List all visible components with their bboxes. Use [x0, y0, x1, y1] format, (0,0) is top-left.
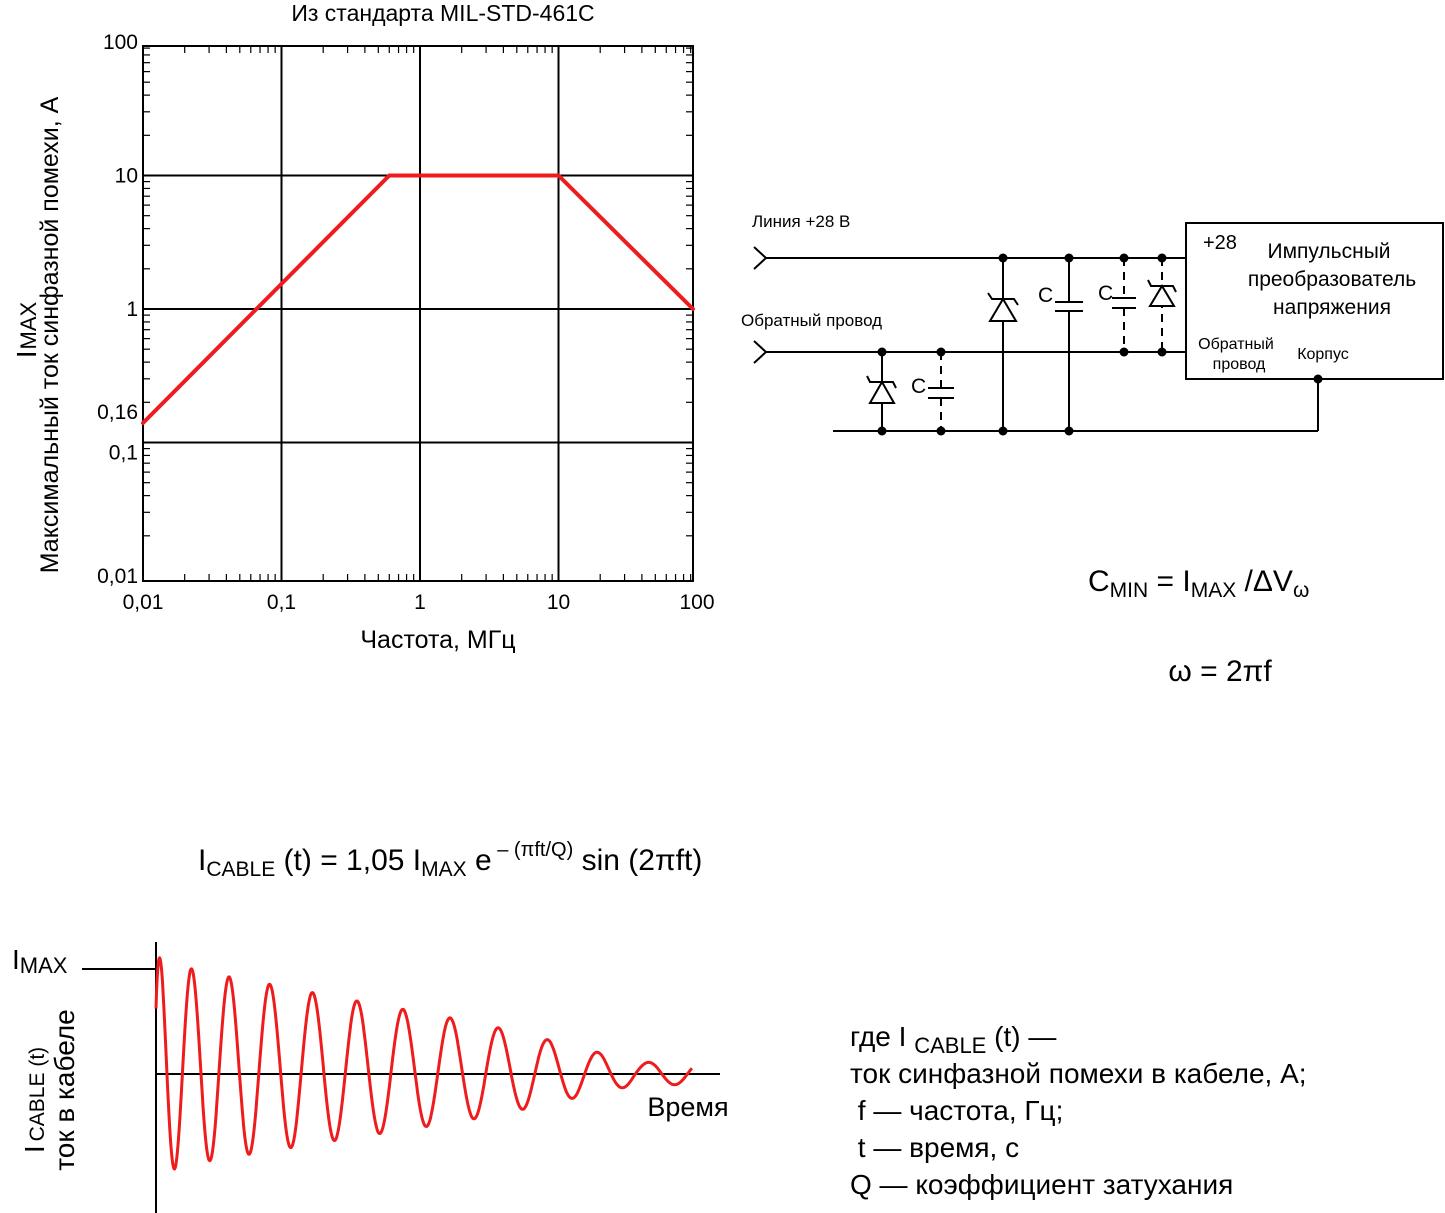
box-title-2: преобразователь [1247, 268, 1417, 291]
tvs-diode-return [867, 348, 896, 436]
circuit-diagram [741, 212, 1443, 436]
cmin-formula: $C_{MIN} = I_{MAX}$ $/\Delta V_\omega$ [1088, 565, 1310, 602]
plot-frame [143, 46, 693, 581]
return-label: Обратный провод [741, 311, 883, 330]
cap-label-2: C [1098, 282, 1114, 305]
omega-formula: ω = 2πf [1168, 655, 1272, 688]
x-tick-label: 100 [679, 591, 715, 614]
y-tick-label: 0,1 [108, 441, 138, 465]
box-title-1: Импульсный [1267, 240, 1391, 263]
legend-line-4: t — время, с [850, 1132, 1020, 1163]
cap-label-3: C [911, 375, 927, 398]
box-return-1: Обратный [1198, 336, 1274, 353]
y-tick-label: 1 [126, 298, 138, 321]
y-tick-label: 0,16 [97, 401, 138, 425]
wave-y-label [19, 1009, 80, 1170]
imax-label: IMAX [12, 944, 68, 978]
icable-formula: $I_{CABLE}$ (t) = 1,05 $I_{MAX}$ e $^{- (\pi ft/Q)}$ sin (2πft) [198, 839, 703, 881]
x-tick-label: 10 [546, 591, 571, 614]
y-tick-labels [97, 31, 138, 588]
cap-label-1: C [1038, 284, 1054, 307]
damped-sine-curve [156, 958, 692, 1169]
chassis-node [1314, 375, 1323, 384]
x-tick-label: 0,01 [122, 591, 164, 614]
x-tick-label: 0,1 [266, 591, 297, 614]
x-tick-label: 1 [414, 591, 426, 614]
capacitor-line-return [1112, 254, 1136, 357]
legend-text [850, 1021, 1307, 1200]
line-terminal [754, 247, 766, 269]
y-label-sub: MAX [16, 301, 41, 350]
minor-ticks [143, 46, 693, 581]
svg-text:ICABLE (t): ICABLE (t) [19, 1046, 50, 1154]
legend-line-3: f — частота, Гц; [850, 1095, 1064, 1126]
y-tick-label: 0,01 [97, 565, 138, 588]
tvs-diode-line [988, 254, 1018, 436]
box-plus: +28 [1203, 232, 1237, 254]
capacitor-line [1055, 254, 1083, 436]
line-label: Линия +28 В [752, 212, 851, 231]
svg-text:ток в кабеле: ток в кабеле [49, 1009, 80, 1171]
return-terminal [754, 341, 766, 363]
y-label-line2: Максимальный ток синфазной помехи, А [36, 96, 64, 574]
legend-line-5: Q — коэффициент затухания [850, 1169, 1234, 1200]
box-return-2: провод [1212, 356, 1266, 373]
damped-wave-chart [12, 942, 729, 1213]
y-tick-label: 10 [114, 164, 138, 188]
y-axis-label [11, 96, 64, 573]
box-title-3: напряжения [1273, 296, 1391, 319]
legend-line-1: где I $_{CABLE}$ (t) — [850, 1021, 1057, 1058]
legend-line-2: ток синфазной помехи в кабеле, А; [850, 1058, 1307, 1089]
tvs-diode-line-return [1148, 254, 1176, 357]
x-axis-label: Частота, МГц [360, 626, 516, 654]
log-log-chart [11, 0, 715, 654]
x-tick-labels [123, 591, 715, 614]
y-label-main: I [11, 350, 42, 359]
y-tick-label: 100 [102, 31, 138, 54]
series-line [143, 176, 693, 424]
chart-title: Из стандарта MIL-STD-461C [291, 0, 595, 26]
capacitor-return [928, 348, 954, 436]
box-chassis-label: Корпус [1297, 346, 1349, 363]
wave-x-label: Время [647, 1092, 729, 1122]
chart-grid [143, 46, 693, 581]
